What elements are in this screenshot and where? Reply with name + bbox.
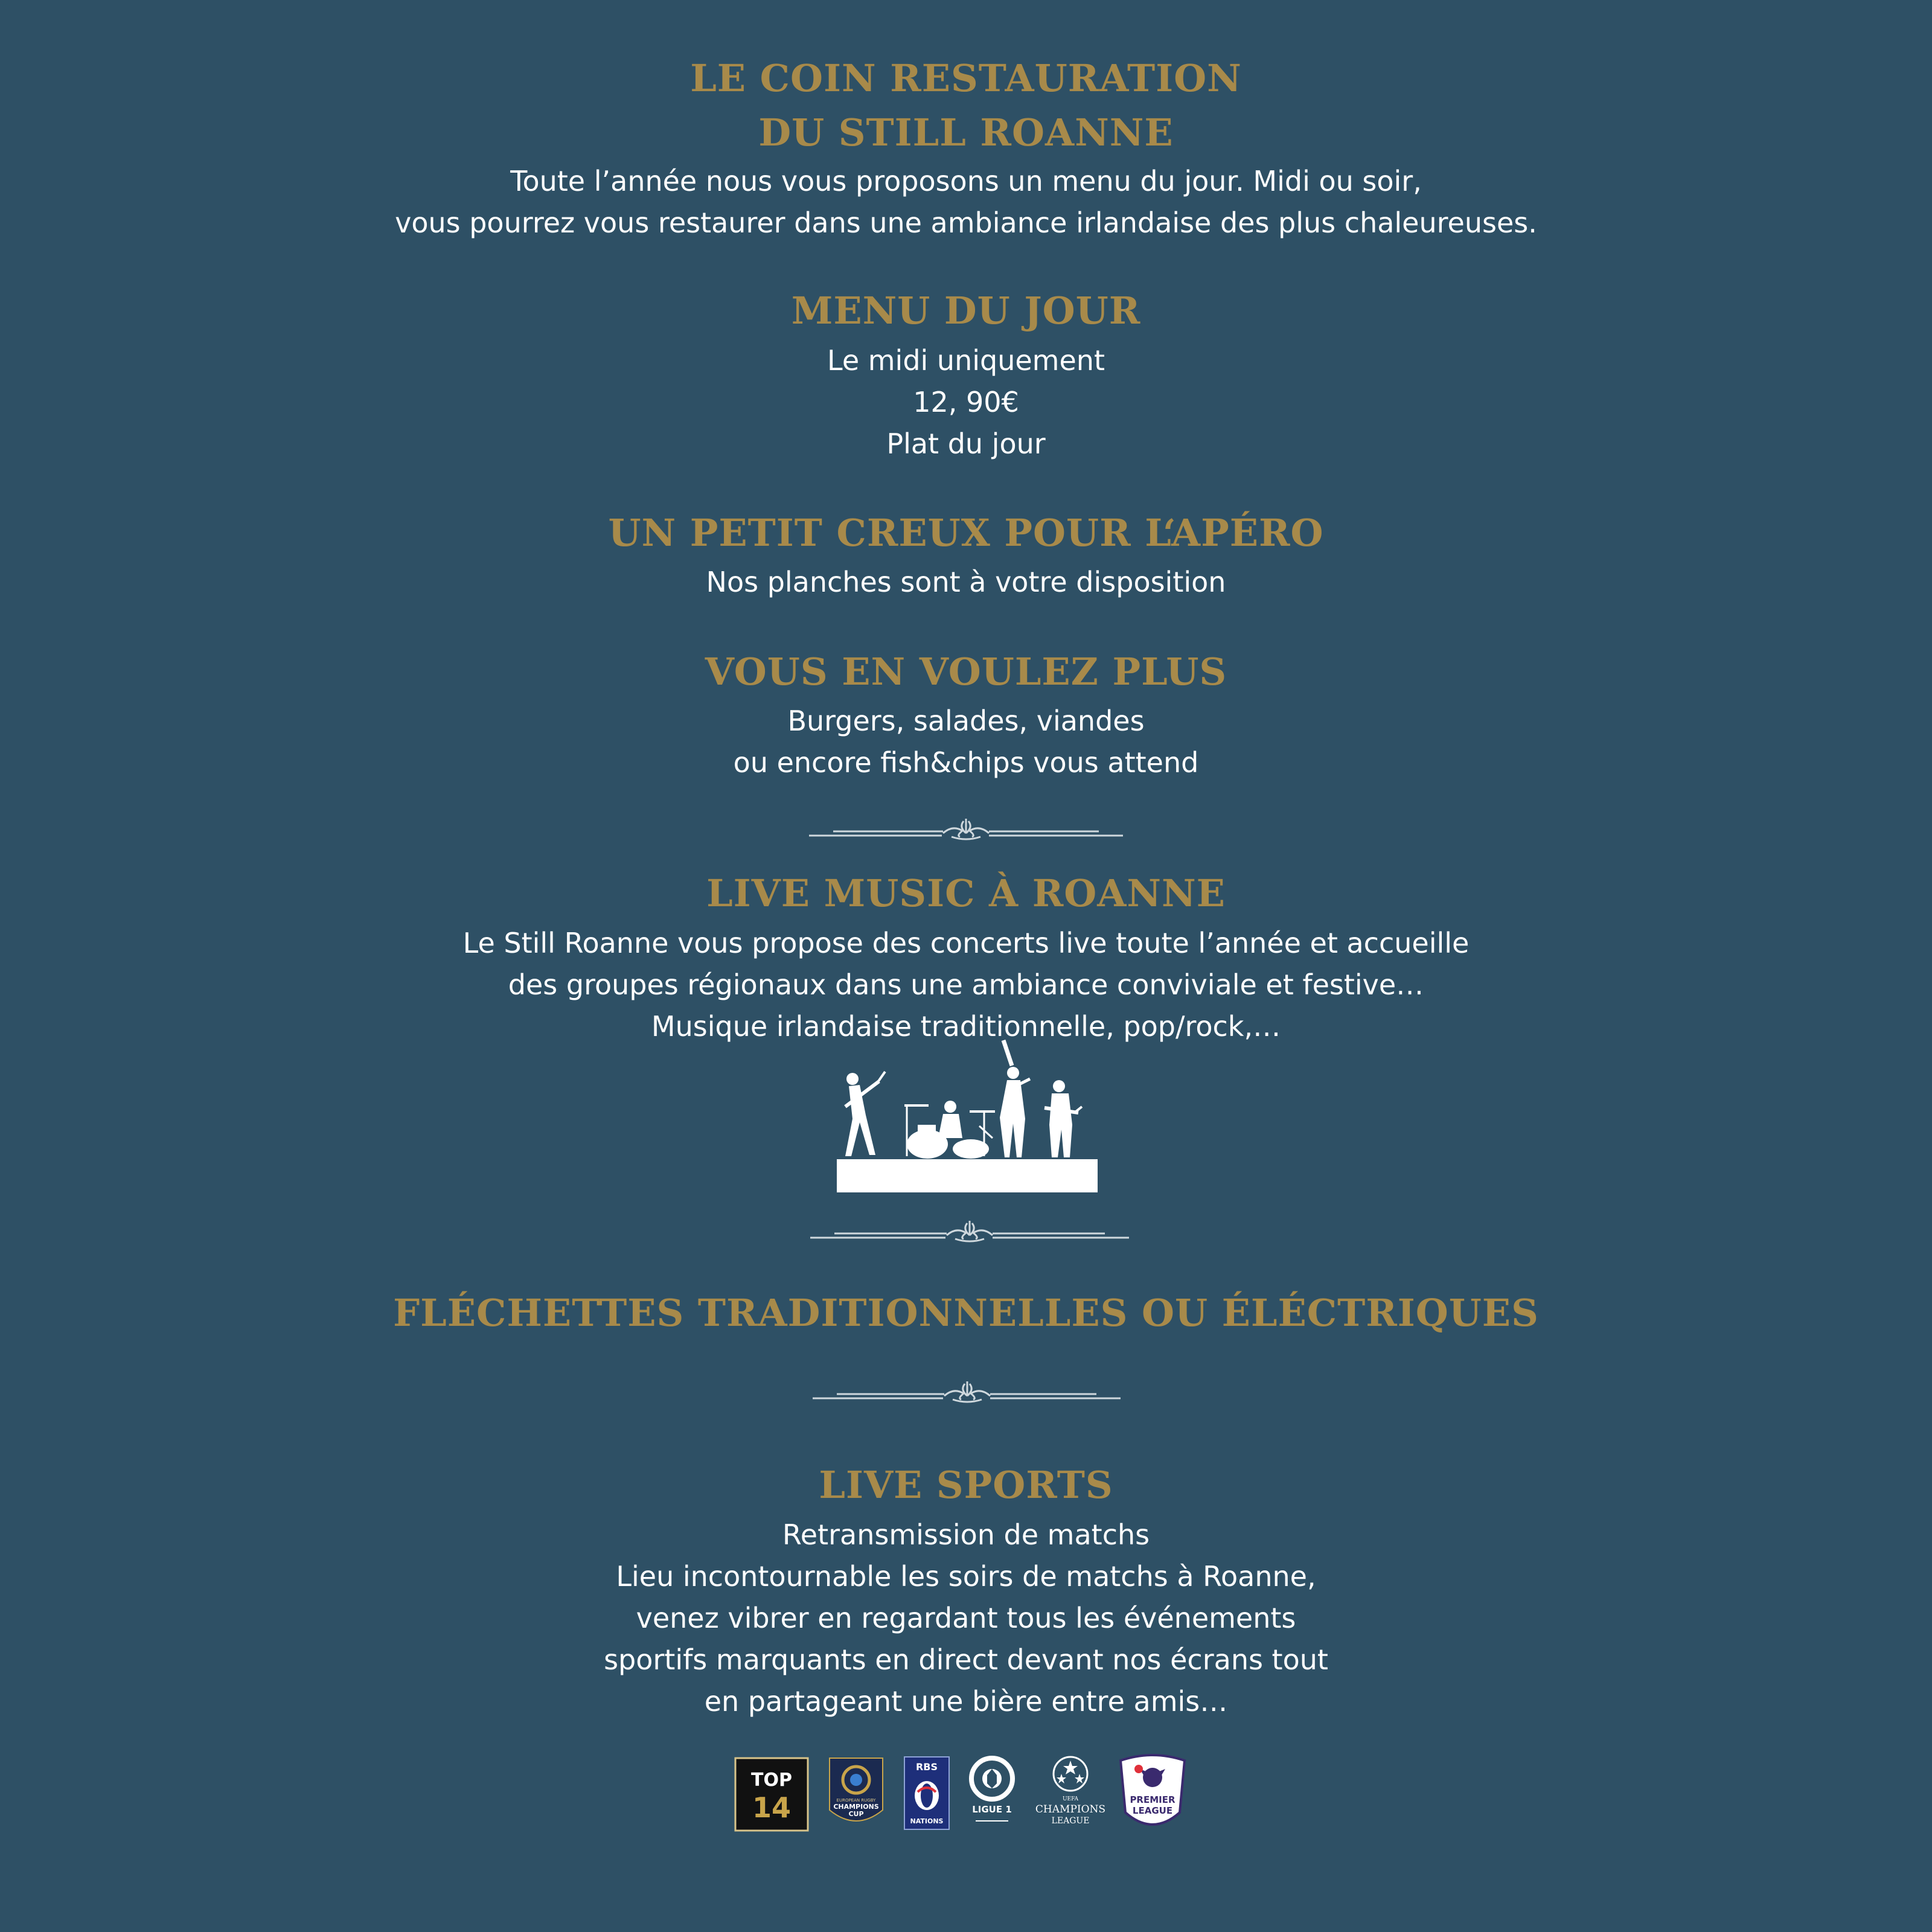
champions-cup-text-a: EUROPEAN RUGBY xyxy=(836,1798,876,1803)
top14-logo xyxy=(734,1757,809,1832)
premier-league-logo xyxy=(1115,1753,1191,1833)
top14-text-a: TOP xyxy=(751,1770,792,1791)
champions-cup-logo xyxy=(827,1756,885,1831)
live-sports-text xyxy=(0,1514,1932,1722)
ucl-text-a: UEFA xyxy=(1062,1796,1079,1802)
plus-line1: Burgers, salades, viandes xyxy=(787,705,1145,737)
premier-text-a: PREMIER xyxy=(1130,1794,1176,1805)
restauration-text xyxy=(0,161,1932,244)
live-sports-line4: sportifs marquants en direct devant nos écrans tout xyxy=(604,1643,1328,1676)
live-sports-title: LIVE SPORTS xyxy=(819,1463,1113,1507)
champions-cup-text-c: CUP xyxy=(848,1810,864,1818)
live-sports-line3: venez vibrer en regardant tous les événements xyxy=(636,1602,1296,1634)
flechettes-title: FLÉCHETTES TRADITIONNELLES OU ÉLÉCTRIQUES xyxy=(393,1291,1539,1335)
premier-text-b: LEAGUE xyxy=(1132,1805,1173,1816)
six-nations-text-a: RBS xyxy=(915,1761,938,1773)
restauration-text-line1: Toute l’année nous vous proposons un menu du jour. Midi ou soir, xyxy=(510,165,1422,197)
menu-du-jour-line3: Plat du jour xyxy=(886,427,1046,460)
apero-title: UN PETIT CREUX POUR L‘APÉRO xyxy=(608,511,1324,555)
plus-text xyxy=(0,700,1932,784)
ligue1-text: LIGUE 1 xyxy=(972,1804,1012,1815)
plus-title: VOUS EN VOULEZ PLUS xyxy=(705,650,1227,694)
ornament-divider-icon xyxy=(813,1378,1121,1407)
restauration-title-line1: LE COIN RESTAURATION xyxy=(690,56,1242,100)
ornament-divider-icon xyxy=(809,815,1123,844)
ucl-text-c: LEAGUE xyxy=(1051,1816,1090,1826)
live-sports-line5: en partageant une bière entre amis… xyxy=(704,1685,1228,1718)
menu-du-jour-text xyxy=(0,340,1932,465)
six-nations-text-b: NATIONS xyxy=(910,1817,944,1825)
six-nations-logo xyxy=(903,1756,950,1831)
ornament-divider-icon xyxy=(810,1217,1129,1246)
live-music-line1: Le Still Roanne vous propose des concerts live toute l’année et accueille xyxy=(462,927,1470,959)
restauration-title xyxy=(0,51,1932,160)
restauration-text-line2: vous pourrez vous restaurer dans une ambiance irlandaise des plus chaleureuses. xyxy=(395,206,1537,239)
menu-du-jour-price: 12, 90€ xyxy=(913,386,1019,418)
apero-text: Nos planches sont à votre disposition xyxy=(706,566,1226,598)
live-sports-line1: Retransmission de matchs xyxy=(782,1518,1150,1551)
restauration-title-line2: DU STILL ROANNE xyxy=(758,110,1174,155)
live-music-text xyxy=(0,923,1932,1048)
menu-du-jour-title: MENU DU JOUR xyxy=(791,289,1141,333)
live-music-line3: Musique irlandaise traditionnelle, pop/rock,… xyxy=(651,1010,1281,1043)
champions-cup-text-b: CHAMPIONS xyxy=(833,1803,879,1811)
plus-line2: ou encore fish&chips vous attend xyxy=(733,746,1199,779)
band-silhouette-icon xyxy=(837,1035,1098,1192)
live-sports-line2: Lieu incontournable les soirs de matchs à Roanne, xyxy=(616,1560,1316,1593)
menu-du-jour-line1: Le midi uniquement xyxy=(827,344,1105,377)
live-music-line2: des groupes régionaux dans une ambiance conviviale et festive… xyxy=(508,968,1424,1001)
live-music-title: LIVE MUSIC À ROANNE xyxy=(706,871,1226,915)
ucl-text-b: CHAMPIONS xyxy=(1035,1803,1106,1815)
top14-text-b: 14 xyxy=(752,1791,792,1824)
ligue1-logo xyxy=(965,1754,1019,1832)
champions-league-logo xyxy=(1030,1753,1111,1833)
